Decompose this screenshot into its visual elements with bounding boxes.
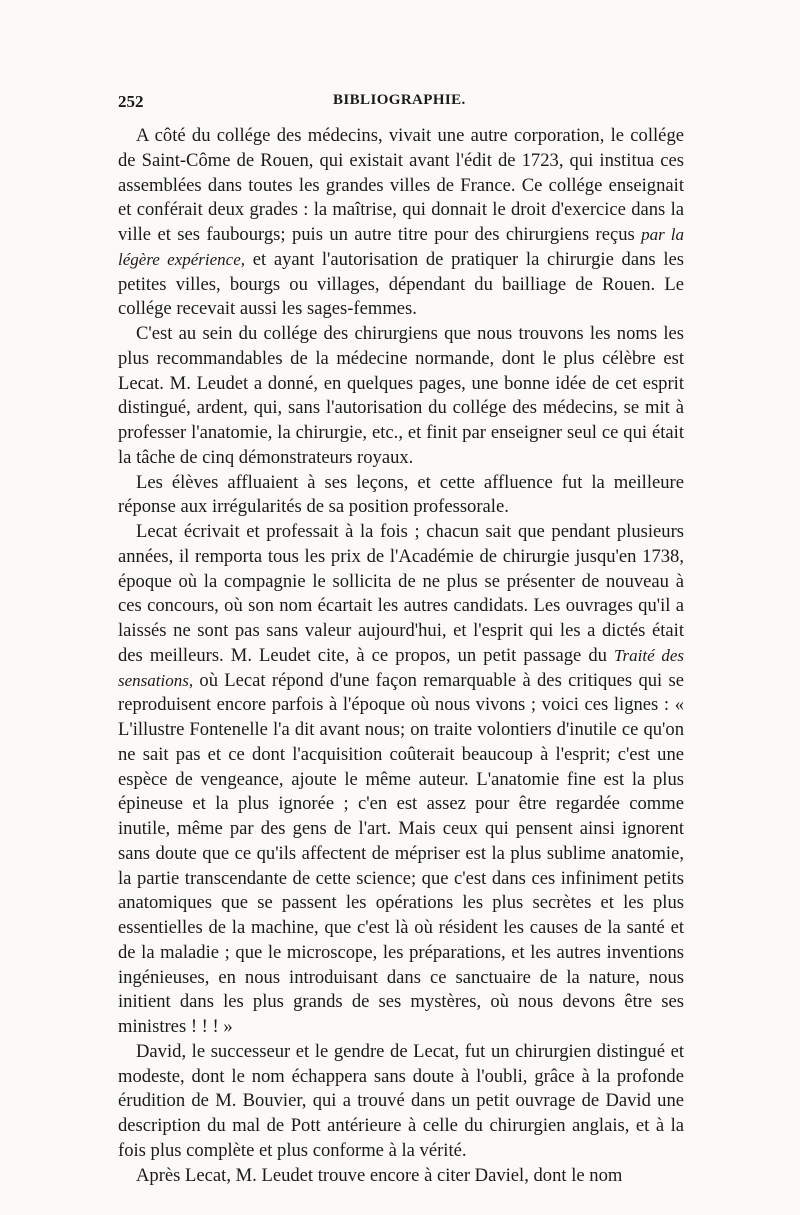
italic-text-segment: Traité des sensations, bbox=[118, 645, 684, 690]
paragraph bbox=[118, 471, 684, 521]
paragraph bbox=[118, 1040, 684, 1164]
paragraph bbox=[118, 1164, 684, 1189]
body-text bbox=[118, 124, 684, 1188]
text-segment: et ayant l'autorisation de pratiquer la chirurgie dans les petites villes, bourgs ou villages, dépendant du bailliage de Rouen. Le collége recevait aussi les sages-femmes. bbox=[118, 248, 684, 320]
text-segment: Les élèves affluaient à ses leçons, et cette affluence fut la meilleure réponse aux irrégularités de sa position professorale. bbox=[118, 471, 684, 518]
paragraph bbox=[118, 124, 684, 322]
italic-text-segment: par la légère expérience, bbox=[118, 225, 685, 269]
page-header bbox=[118, 92, 684, 116]
paragraph bbox=[118, 322, 684, 471]
book-page bbox=[118, 92, 684, 1188]
text-segment: A côté du collége des médecins, vivait une autre corporation, le collége de Saint-Côme de Rouen, qui existait avant l'édit de 1723, qui institua ces assemblées dans toutes les grandes villes de France. Ce collége enseignait et conférait deux grades : la maîtrise, qui donnait le droit d'exercice dans la ville et ses faubourgs; puis un autre titre pour des chirurgiens reçus bbox=[118, 125, 684, 245]
text-segment: Après Lecat, M. Leudet trouve encore à citer Daviel, dont le nom bbox=[136, 1164, 623, 1186]
text-segment: où Lecat répond d'une façon remarquable à des critiques qui se reproduisent encore parfois à l'époque où nous vivons ; voici ces lignes : « L'illustre Fontenelle l'a dit avant nous; on traite volontiers d'inutile ce qu'on ne sait pas et ce dont l'acquisition coûterait beaucoup à l'esprit; c'est une espèce de vengeance, ajoute le même auteur. L'anatomie fine est la plus épineuse et la plus ignorée ; c'en est assez pour être regardée comme inutile, même par des gens de l'art. Mais ceux qui pensent ainsi ignorent sans doute que ce qu'ils affectent de mépriser est la plus sublime anatomie, la partie transcendante de cette science; que c'est dans ces infiniment petits anatomiques que se passent les opérations les plus secrètes et les plus essentielles de la machine, que c'est là où résident les causes de la santé et de la maladie ; que le microscope, les préparations, et les autres inventions ingénieuses, en nous introduisant dans ce sanctuaire de la nature, nous initient dans les plus grands de ses mystères, où nous devons être ses ministres ! ! ! » bbox=[118, 669, 684, 1037]
running-title: BIBLIOGRAPHIE. bbox=[333, 92, 466, 108]
paragraph bbox=[118, 520, 684, 1040]
text-segment: C'est au sein du collége des chirurgiens que nous trouvons les noms les plus recommandables de la médecine normande, dont le plus célèbre est Lecat. M. Leudet a donné, en quelques pages, une bonne idée de cet esprit distingué, ardent, qui, sans l'autorisation du collége des médecins, se mit à professer l'anatomie, la chirurgie, etc., et finit par enseigner seul ce qui était la tâche de cinq démonstrateurs royaux. bbox=[118, 323, 684, 468]
text-segment: Lecat écrivait et professait à la fois ; chacun sait que pendant plusieurs années, il remporta tous les prix de l'Académie de chirurgie jusqu'en 1738, époque où la compagnie le sollicita de ne plus se présenter de nouveau à ces concours, où son nom écartait les autres candidats. Les ouvrages qu'il a laissés ne sont pas sans valeur aujourd'hui, et l'esprit qui les a dictés était des meilleurs. M. Leudet cite, à ce propos, un petit passage du bbox=[118, 521, 684, 666]
text-segment: David, le successeur et le gendre de Lecat, fut un chirurgien distingué et modeste, dont le nom échappera sans doute à l'oubli, grâce à la profonde érudition de M. Bouvier, qui a trouvé dans un petit ouvrage de David une description du mal de Pott antérieure à celle du chirurgien anglais, et à la fois plus complète et plus conforme à la vérité. bbox=[118, 1040, 684, 1161]
page-number: 252 bbox=[118, 92, 144, 111]
